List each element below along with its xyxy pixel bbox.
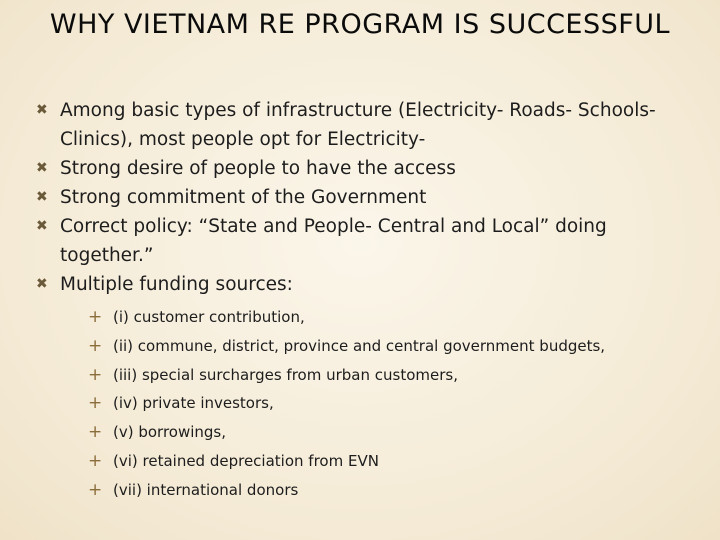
bullet-text: Strong desire of people to have the access [60, 158, 456, 179]
list-item [36, 212, 696, 270]
x-bullet-icon: ✖ [36, 160, 48, 176]
list-item [36, 96, 696, 154]
bullet-text: Among basic types of infrastructure (Electricity- Roads- Schools- Clinics), most people opt for Electricity- [60, 100, 656, 150]
list-item [36, 270, 696, 505]
plus-bullet-icon: + [88, 335, 103, 356]
plus-bullet-icon: + [88, 479, 103, 500]
plus-bullet-icon: + [88, 450, 103, 471]
sub-bullet-text: (v) borrowings, [113, 423, 227, 442]
funding-sources-list [60, 303, 696, 505]
sub-list-item [60, 389, 696, 418]
sub-bullet-text: (vii) international donors [113, 480, 299, 499]
bullet-text: Correct policy: “State and People- Central and Local” doing together.” [60, 216, 607, 266]
x-bullet-icon: ✖ [36, 276, 48, 292]
sub-list-item [60, 476, 696, 505]
plus-bullet-icon: + [88, 393, 103, 414]
plus-bullet-icon: + [88, 307, 103, 327]
bullet-text: Strong commitment of the Government [60, 187, 427, 208]
plus-bullet-icon: + [88, 422, 103, 443]
sub-list-item [60, 332, 696, 361]
sub-bullet-text: (iv) private investors, [113, 394, 274, 413]
sub-list-item [60, 361, 696, 390]
list-item [36, 183, 696, 212]
main-bullet-list [36, 96, 696, 505]
sub-bullet-text: (i) customer contribution, [113, 308, 305, 326]
plus-bullet-icon: + [88, 364, 103, 385]
sub-list-item [60, 303, 696, 332]
sub-list-item [60, 447, 696, 476]
sub-bullet-text: (ii) commune, district, province and central government budgets, [113, 336, 606, 355]
list-item [36, 154, 696, 183]
sub-bullet-text: (iii) special surcharges from urban customers, [113, 365, 458, 384]
x-bullet-icon: ✖ [36, 218, 48, 234]
bullet-text: Multiple funding sources: [60, 274, 293, 295]
sub-bullet-text: (vi) retained depreciation from EVN [113, 451, 379, 470]
slide-title: WHY VIETNAM RE PROGRAM IS SUCCESSFUL [49, 9, 671, 40]
sub-list-item [60, 418, 696, 447]
x-bullet-icon: ✖ [36, 102, 48, 118]
x-bullet-icon: ✖ [36, 189, 48, 205]
